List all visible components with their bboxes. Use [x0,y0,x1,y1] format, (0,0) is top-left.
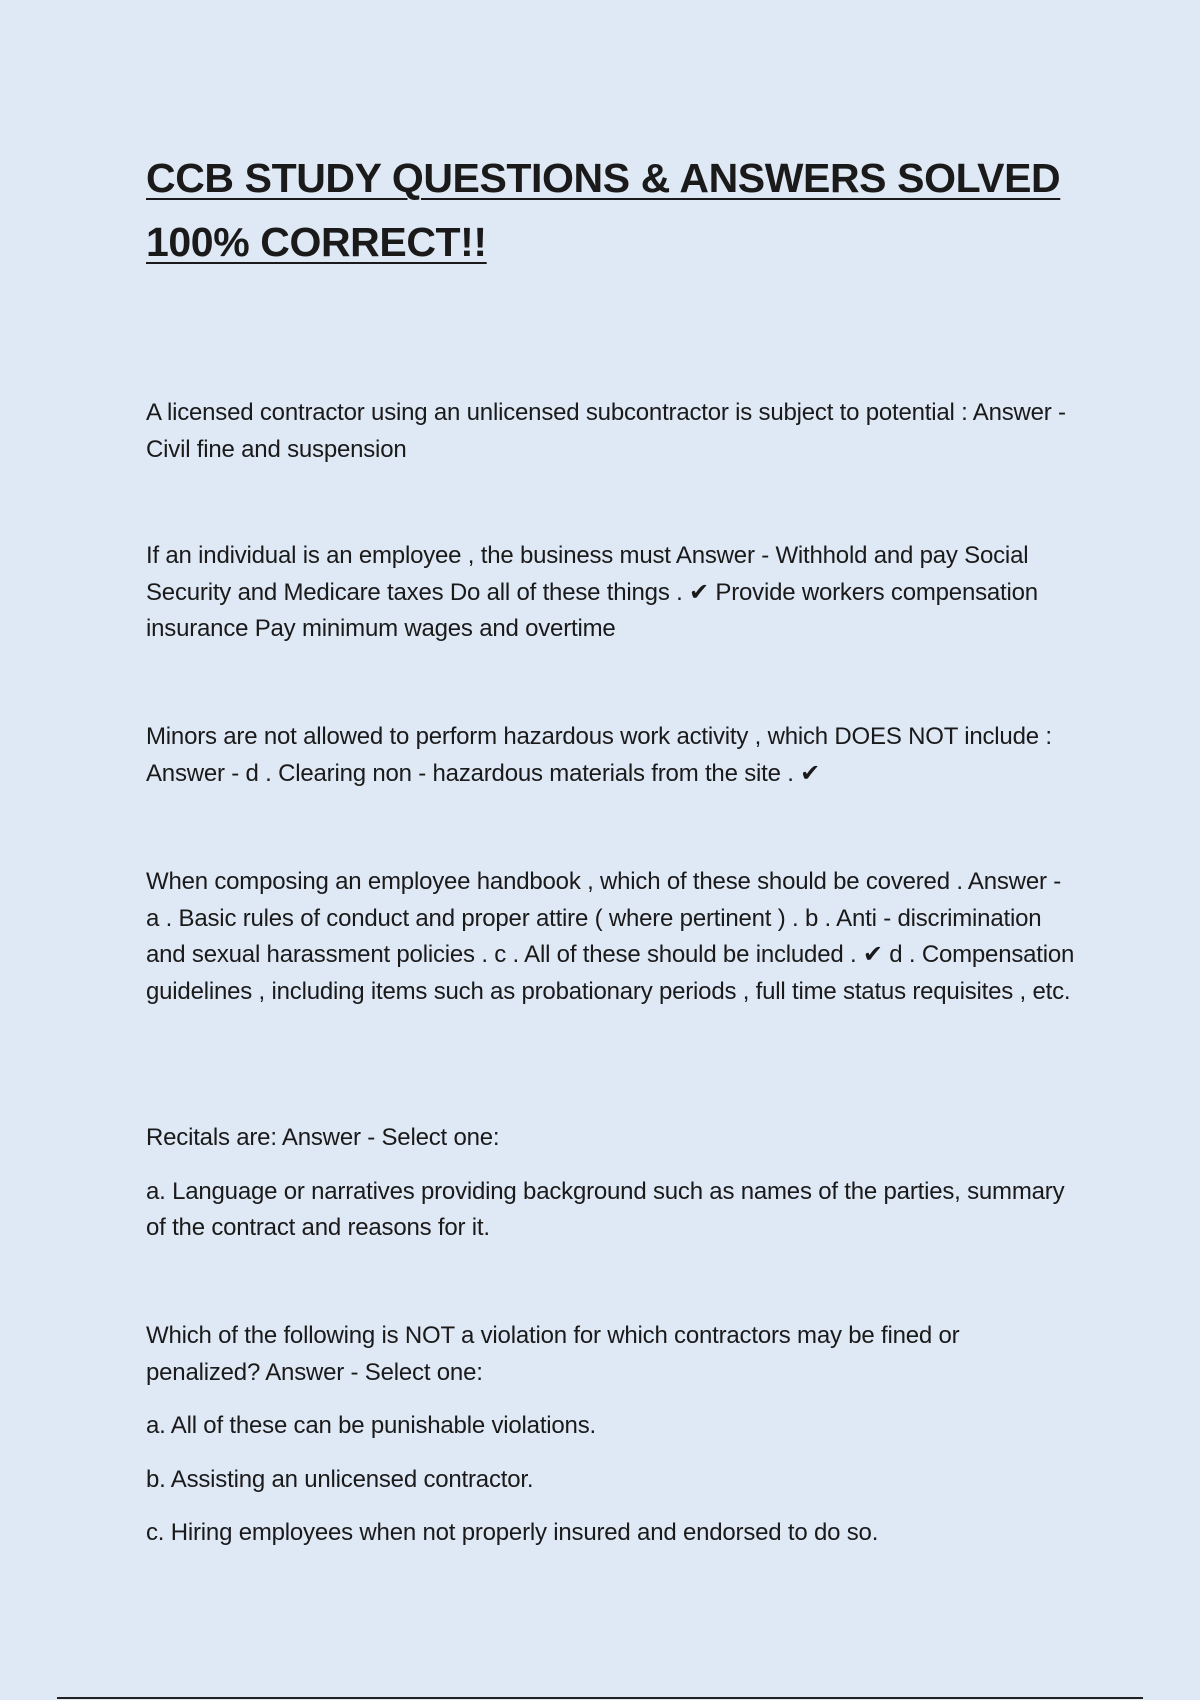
answer-option: a. All of these can be punishable violations. [146,1412,596,1439]
answer-option: b. Assisting an unlicensed contractor. [146,1465,534,1493]
question-item [146,864,1076,1010]
question-text: A licensed contractor using an unlicensed subcontractor is subject to potential : Answer - Civil fine and suspension [146,399,1066,463]
document-title: CCB STUDY QUESTIONS & ANSWERS SOLVED 100% CORRECT!! [146,155,1061,265]
question-text: When composing an employee handbook , which of these should be covered . Answer - a . Basic rules of conduct and proper attire ( where pertinent ) . b . Anti - discrimination and sexual harassment policies . c . All of these should be included . ✔ d . Compensation guidelines , including items such as probationary periods , full time status requisites , etc. [146,868,1075,1005]
question-text: Which of the following is NOT a violation for which contractors may be fined or penalized? Answer - Select one: [146,1322,960,1386]
question-text: Minors are not allowed to perform hazardous work activity , which DOES NOT include : Answer - d . Clearing non - hazardous materials from the site . ✔ [146,723,1052,787]
question-text: If an individual is an employee , the business must Answer - Withhold and pay Social Security and Medicare taxes Do all of these things . ✔ Provide workers compensation insurance Pay minimum wages and overtime [146,542,1038,642]
answer-option: c. Hiring employees when not properly insured and endorsed to do so. [146,1519,879,1546]
footer-rule [57,1697,1143,1699]
question-item [146,1120,1076,1247]
question-item [146,719,1076,792]
question-text: Recitals are: Answer - Select one: [146,1124,500,1151]
question-item [146,1318,1076,1552]
question-item [146,395,1076,468]
question-item [146,538,1076,648]
answer-option: a. Language or narratives providing background such as names of the parties, summary of the contract and reasons for it. [146,1177,1065,1241]
